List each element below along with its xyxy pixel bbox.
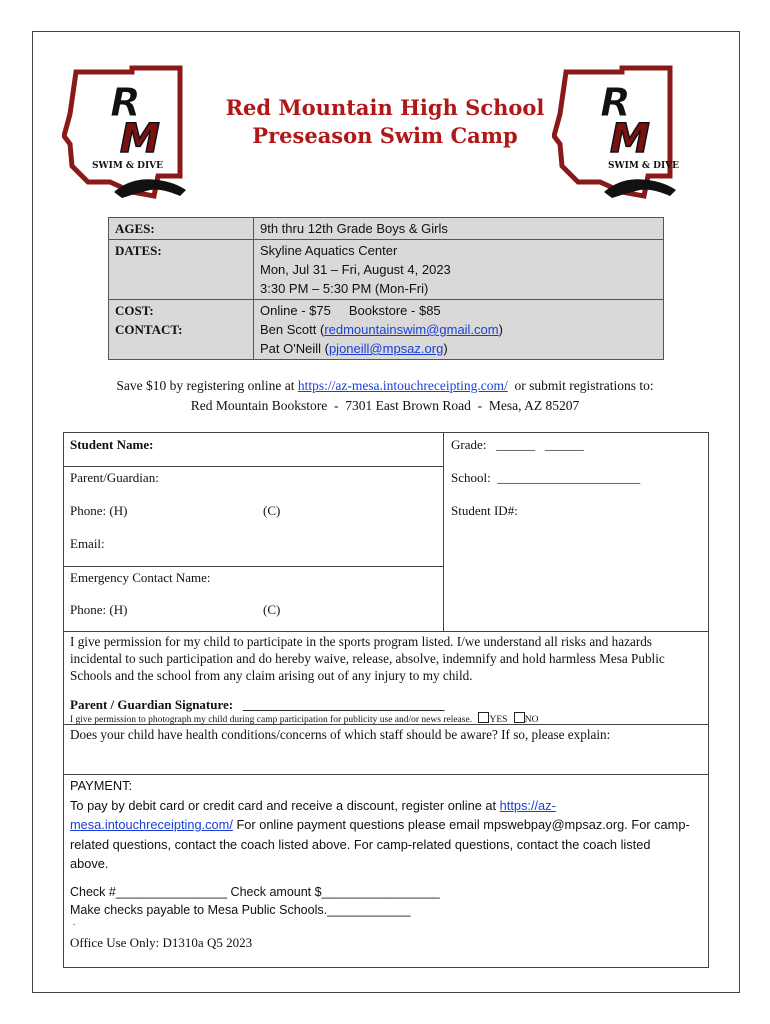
svg-text:M: M xyxy=(610,116,650,162)
cost-value: Online - $75 Bookstore - $85 xyxy=(260,303,441,318)
svg-text:R: R xyxy=(110,80,141,126)
submit-text: or submit registrations to: xyxy=(507,378,654,393)
contact-1-email-link[interactable]: redmountainswim@gmail.com xyxy=(324,322,499,337)
svg-text:M: M xyxy=(120,116,160,162)
close-paren: ) xyxy=(443,341,448,356)
divider xyxy=(64,566,443,567)
title-line-2: Preseason Swim Camp xyxy=(252,123,518,148)
email-field[interactable]: Email: xyxy=(70,536,105,551)
contact-2-email-link[interactable]: pjoneill@mpsaz.org xyxy=(328,341,444,356)
divider xyxy=(64,774,708,775)
student-id-field[interactable]: Student ID#: xyxy=(451,503,518,518)
phone-cell-field[interactable]: (C) xyxy=(263,503,281,518)
emergency-phone-cell-field[interactable]: (C) xyxy=(263,602,281,617)
cost-contact-labels xyxy=(109,300,254,360)
photo-permission-text: I give permission to photograph my child during camp participation for publicity use and/or news release. xyxy=(70,715,473,725)
registration-note xyxy=(60,376,710,416)
registration-line-1 xyxy=(60,376,710,396)
contact-label: CONTACT: xyxy=(115,322,183,337)
contact-2 xyxy=(260,339,657,358)
divider xyxy=(443,433,444,631)
no-label: NO xyxy=(524,715,539,725)
phone-home-field[interactable]: Phone: (H) xyxy=(70,503,128,518)
registration-form xyxy=(63,432,709,968)
dot: . xyxy=(73,917,76,927)
contact-2-name: Pat O'Neill ( xyxy=(260,341,329,356)
contact-1-name: Ben Scott ( xyxy=(260,322,325,337)
payment-instructions xyxy=(70,796,690,874)
title-line-1: Red Mountain High School xyxy=(225,95,545,120)
emergency-phone-home-field[interactable]: Phone: (H) xyxy=(70,602,128,617)
signature-field[interactable] xyxy=(70,697,444,713)
close-paren: ) xyxy=(498,322,503,337)
dates-value xyxy=(254,240,664,300)
signature-line: _______________________________ xyxy=(242,697,445,712)
logo-text: SWIM & DIVE xyxy=(608,161,680,171)
rm-swim-dive-logo-left xyxy=(62,64,210,204)
dates-label: DATES: xyxy=(109,240,254,300)
divider xyxy=(64,466,443,467)
payment-section xyxy=(70,776,690,874)
rm-swim-dive-logo-right xyxy=(552,64,700,204)
registration-link[interactable]: https://az-mesa.intouchreceipting.com/ xyxy=(297,378,508,393)
health-question[interactable]: Does your child have health conditions/concerns of which staff should be aware? If so, please explain: xyxy=(70,727,611,742)
dates-time: 3:30 PM – 5:30 PM (Mon-Fri) xyxy=(260,281,429,296)
yes-label: YES xyxy=(489,715,508,725)
yes-checkbox[interactable] xyxy=(478,712,489,723)
dates-range: Mon, Jul 31 – Fri, August 4, 2023 xyxy=(260,262,451,277)
permission-text: I give permission for my child to participate in the sports program listed. I/we understand all risks and hazards incidental to such participation and do hereby waive, release, absolve, indemnify and hold harmless Mesa Public Schools and the school from any claim arising out of any injury to my child. xyxy=(70,634,665,683)
divider xyxy=(64,631,708,632)
school-field[interactable]: School: ______________________ xyxy=(451,470,641,485)
logo-text: SWIM & DIVE xyxy=(92,161,164,171)
cost-contact-values xyxy=(254,300,664,360)
ages-value: 9th thru 12th Grade Boys & Girls xyxy=(254,218,664,240)
contact-1 xyxy=(260,320,657,339)
student-name-field[interactable]: Student Name: xyxy=(70,437,154,452)
payment-link[interactable]: https://az-mesa.intouchreceipting.com/ xyxy=(70,797,556,832)
bookstore-address: Red Mountain Bookstore - 7301 East Brown Road - Mesa, AZ 85207 xyxy=(190,398,580,413)
cost-contact-row xyxy=(109,300,664,360)
payable-note: Make checks payable to Mesa Public Schools.____________ xyxy=(70,903,411,917)
camp-info-table xyxy=(108,217,664,360)
emergency-contact-field[interactable]: Emergency Contact Name: xyxy=(70,570,211,585)
check-fields[interactable]: Check #________________ Check amount $_________________ xyxy=(70,885,440,899)
payment-questions-text: For online payment questions please email mpswebpay@mpsaz.org. For camp-related questions, contact the coach listed above. For camp-related questions, contact the coach listed above. xyxy=(70,817,690,871)
save-text: Save $10 by registering online at xyxy=(116,378,298,393)
payment-text: To pay by debit card or credit card and receive a discount, register online at xyxy=(70,797,500,813)
grade-field[interactable]: Grade: ______ ______ xyxy=(451,437,584,452)
dates-location: Skyline Aquatics Center xyxy=(260,243,398,258)
payment-heading: PAYMENT: xyxy=(70,778,133,793)
office-use-only: Office Use Only: D1310a Q5 2023 xyxy=(70,935,253,950)
page-title xyxy=(205,94,565,150)
photo-permission xyxy=(70,712,539,725)
ages-label: AGES: xyxy=(109,218,254,240)
ages-row xyxy=(109,218,664,240)
dates-row xyxy=(109,240,664,300)
parent-guardian-field[interactable]: Parent/Guardian: xyxy=(70,470,159,485)
no-checkbox[interactable] xyxy=(514,712,525,723)
cost-label: COST: xyxy=(115,303,154,318)
svg-text:R: R xyxy=(600,80,631,126)
signature-label: Parent / Guardian Signature: xyxy=(70,697,234,712)
